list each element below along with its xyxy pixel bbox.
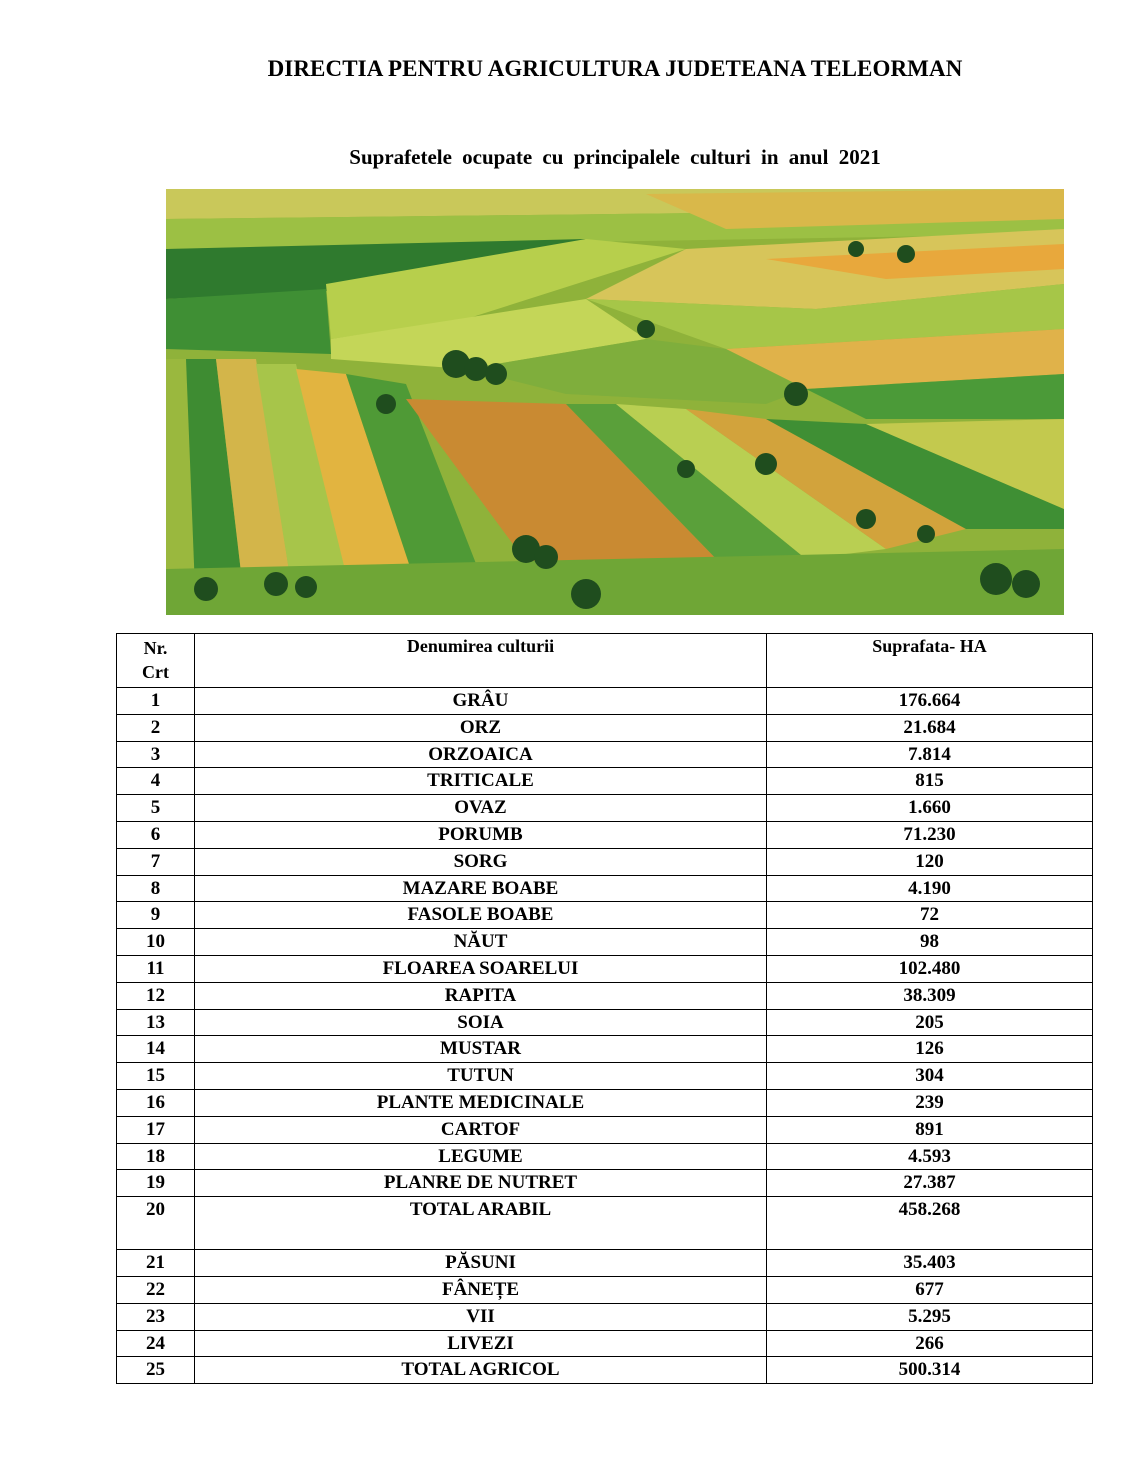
table-row — [117, 1250, 1093, 1277]
cell-nr: 9 — [117, 902, 195, 929]
cell-crop-name: PORUMB — [195, 821, 767, 848]
cell-nr: 15 — [117, 1063, 195, 1090]
table-row — [117, 1063, 1093, 1090]
table-row — [117, 688, 1093, 715]
column-header-nr — [117, 634, 195, 688]
cell-crop-name: TRITICALE — [195, 768, 767, 795]
cell-crop-name: RAPITA — [195, 982, 767, 1009]
cell-crop-name: MAZARE BOABE — [195, 875, 767, 902]
table-row — [117, 875, 1093, 902]
table-row — [117, 1036, 1093, 1063]
landscape-photo — [166, 189, 1064, 615]
page-title: DIRECTIA PENTRU AGRICULTURA JUDETEANA TELEORMAN — [267, 56, 963, 81]
cell-crop-name: PĂSUNI — [195, 1250, 767, 1277]
cell-area: 98 — [767, 929, 1093, 956]
cell-crop-name: PLANRE DE NUTRET — [195, 1170, 767, 1197]
cell-crop-name: SOIA — [195, 1009, 767, 1036]
cell-nr: 11 — [117, 955, 195, 982]
cell-area: 5.295 — [767, 1303, 1093, 1330]
cell-nr: 16 — [117, 1089, 195, 1116]
cell-area: 891 — [767, 1116, 1093, 1143]
cell-nr: 6 — [117, 821, 195, 848]
table-row — [117, 1089, 1093, 1116]
cell-area: 500.314 — [767, 1357, 1093, 1384]
page-subtitle: Suprafetele ocupate cu principalele culturi in anul 2021 — [349, 145, 881, 169]
table-row — [117, 714, 1093, 741]
cell-area: 126 — [767, 1036, 1093, 1063]
table-row — [117, 1276, 1093, 1303]
table-row — [117, 1116, 1093, 1143]
cell-crop-name: TOTAL ARABIL — [195, 1197, 767, 1250]
cell-nr: 5 — [117, 795, 195, 822]
cell-nr: 19 — [117, 1170, 195, 1197]
crops-table — [116, 633, 1093, 1384]
cell-nr: 8 — [117, 875, 195, 902]
cell-crop-name: ORZOAICA — [195, 741, 767, 768]
cell-nr: 22 — [117, 1276, 195, 1303]
table-row — [117, 795, 1093, 822]
cell-nr: 2 — [117, 714, 195, 741]
cell-area: 102.480 — [767, 955, 1093, 982]
table-row — [117, 1303, 1093, 1330]
cell-area: 38.309 — [767, 982, 1093, 1009]
table-row — [117, 955, 1093, 982]
cell-crop-name: GRÂU — [195, 688, 767, 715]
table-row — [117, 929, 1093, 956]
cell-nr: 25 — [117, 1357, 195, 1384]
cell-nr: 24 — [117, 1330, 195, 1357]
table-row — [117, 1357, 1093, 1384]
cell-nr: 1 — [117, 688, 195, 715]
cell-crop-name: TUTUN — [195, 1063, 767, 1090]
table-row — [117, 741, 1093, 768]
cell-crop-name: FLOAREA SOARELUI — [195, 955, 767, 982]
cell-crop-name: PLANTE MEDICINALE — [195, 1089, 767, 1116]
cell-crop-name: ORZ — [195, 714, 767, 741]
table-row — [117, 982, 1093, 1009]
table-header-row — [117, 634, 1093, 688]
cell-area: 4.190 — [767, 875, 1093, 902]
cell-crop-name: NĂUT — [195, 929, 767, 956]
cell-nr: 18 — [117, 1143, 195, 1170]
cell-nr: 4 — [117, 768, 195, 795]
cell-area: 205 — [767, 1009, 1093, 1036]
column-header-name: Denumirea culturii — [195, 634, 767, 688]
cell-area: 27.387 — [767, 1170, 1093, 1197]
cell-nr: 10 — [117, 929, 195, 956]
cell-area: 239 — [767, 1089, 1093, 1116]
cell-area: 176.664 — [767, 688, 1093, 715]
table-row — [117, 848, 1093, 875]
table-row — [117, 1330, 1093, 1357]
cell-crop-name: MUSTAR — [195, 1036, 767, 1063]
column-header-nr-line2: Crt — [142, 662, 169, 682]
cell-nr: 13 — [117, 1009, 195, 1036]
table-row — [117, 1170, 1093, 1197]
cell-area: 120 — [767, 848, 1093, 875]
cell-nr: 20 — [117, 1197, 195, 1250]
table-row — [117, 1197, 1093, 1250]
table-row — [117, 821, 1093, 848]
cell-nr: 14 — [117, 1036, 195, 1063]
table-row — [117, 1143, 1093, 1170]
cell-crop-name: CARTOF — [195, 1116, 767, 1143]
cell-area: 458.268 — [767, 1197, 1093, 1250]
cell-area: 1.660 — [767, 795, 1093, 822]
cell-area: 815 — [767, 768, 1093, 795]
cell-area: 71.230 — [767, 821, 1093, 848]
cell-area: 21.684 — [767, 714, 1093, 741]
cell-nr: 23 — [117, 1303, 195, 1330]
cell-area: 266 — [767, 1330, 1093, 1357]
column-header-area: Suprafata- HA — [767, 634, 1093, 688]
cell-crop-name: FÂNEȚE — [195, 1276, 767, 1303]
cell-nr: 17 — [117, 1116, 195, 1143]
cell-nr: 7 — [117, 848, 195, 875]
cell-nr: 3 — [117, 741, 195, 768]
cell-crop-name: VII — [195, 1303, 767, 1330]
table-row — [117, 902, 1093, 929]
cell-crop-name: FASOLE BOABE — [195, 902, 767, 929]
cell-area: 7.814 — [767, 741, 1093, 768]
cell-crop-name: LEGUME — [195, 1143, 767, 1170]
cell-area: 72 — [767, 902, 1093, 929]
table-row — [117, 768, 1093, 795]
cell-crop-name: LIVEZI — [195, 1330, 767, 1357]
cell-nr: 12 — [117, 982, 195, 1009]
cell-crop-name: OVAZ — [195, 795, 767, 822]
table-row — [117, 1009, 1093, 1036]
column-header-nr-line1: Nr. — [143, 638, 168, 658]
cell-area: 35.403 — [767, 1250, 1093, 1277]
cell-area: 677 — [767, 1276, 1093, 1303]
cell-area: 4.593 — [767, 1143, 1093, 1170]
cell-nr: 21 — [117, 1250, 195, 1277]
cell-area: 304 — [767, 1063, 1093, 1090]
cell-crop-name: TOTAL AGRICOL — [195, 1357, 767, 1384]
cell-crop-name: SORG — [195, 848, 767, 875]
